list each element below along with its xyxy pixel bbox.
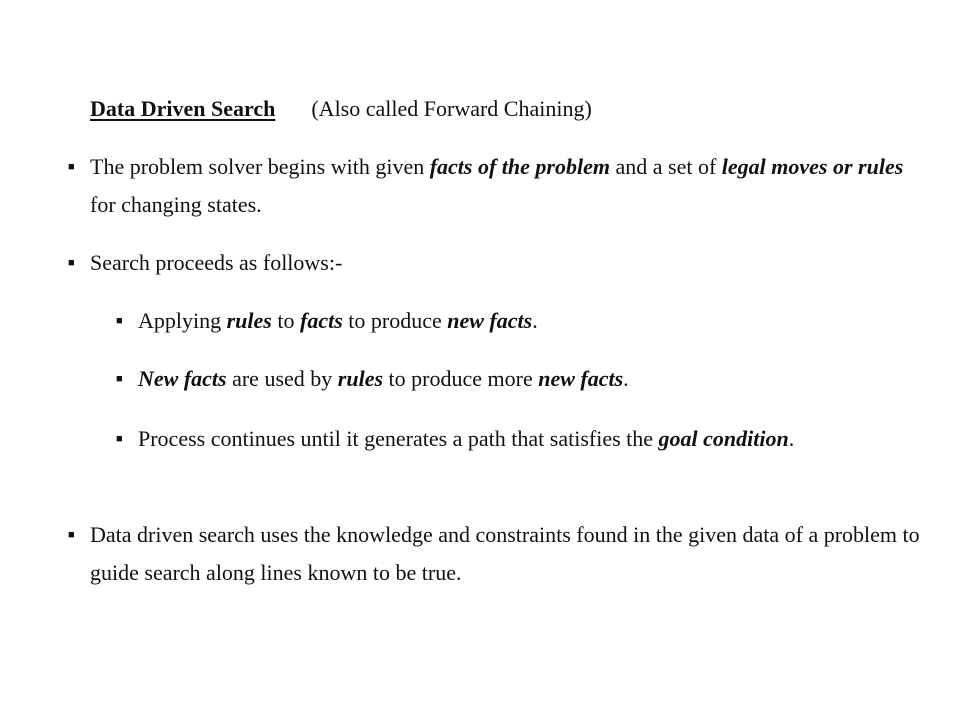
bullet-text: Search proceeds as follows:- <box>90 250 343 275</box>
bullet-text: Applying <box>138 308 227 333</box>
bullet-text: to <box>271 308 300 333</box>
bullet-text: The problem solver begins with given <box>90 154 430 179</box>
bullet-marker-icon: ■ <box>68 529 75 541</box>
heading-title: Data Driven Search <box>90 96 276 121</box>
bullet-data-driven-uses <box>68 516 940 592</box>
bullet-problem-solver <box>68 148 930 224</box>
bullet-text: to produce more <box>383 366 539 391</box>
bullet-marker-icon: ■ <box>68 257 75 269</box>
bullet-emphasis: facts of the problem <box>429 154 610 179</box>
bullet-emphasis: facts <box>300 308 343 333</box>
sub-bullet-process-continues <box>116 420 918 458</box>
bullet-emphasis: rules <box>337 366 384 391</box>
bullet-text: are used by <box>226 366 338 391</box>
bullet-emphasis: new facts <box>447 308 533 333</box>
bullet-text: . <box>532 308 538 333</box>
bullet-search-proceeds <box>68 244 930 282</box>
bullet-text: Process continues until it generates a path that satisfies the <box>138 426 659 451</box>
bullet-emphasis: goal condition <box>658 426 789 451</box>
bullet-marker-icon: ■ <box>116 373 123 385</box>
bullet-marker-icon: ■ <box>68 161 75 173</box>
bullet-text: for changing states. <box>90 192 262 217</box>
bullet-text: to produce <box>342 308 448 333</box>
bullet-text: and a set of <box>609 154 722 179</box>
bullet-marker-icon: ■ <box>116 433 123 445</box>
bullet-marker-icon: ■ <box>116 315 123 327</box>
sub-bullet-new-facts <box>116 360 918 398</box>
bullet-text: . <box>788 426 795 451</box>
bullet-emphasis: rules <box>226 308 272 333</box>
bullet-emphasis: legal moves or rules <box>721 154 904 179</box>
bullet-text: . <box>623 366 629 391</box>
slide-heading <box>90 94 592 124</box>
heading-subtitle: (Also called Forward Chaining) <box>311 96 592 121</box>
bullet-text: Data driven search uses the knowledge and constraints found in the given data of a problem to guide search along lines known to be true. <box>90 522 920 585</box>
bullet-emphasis: New facts <box>138 366 227 391</box>
sub-bullet-applying-rules <box>116 302 918 340</box>
bullet-emphasis: new facts <box>538 366 624 391</box>
